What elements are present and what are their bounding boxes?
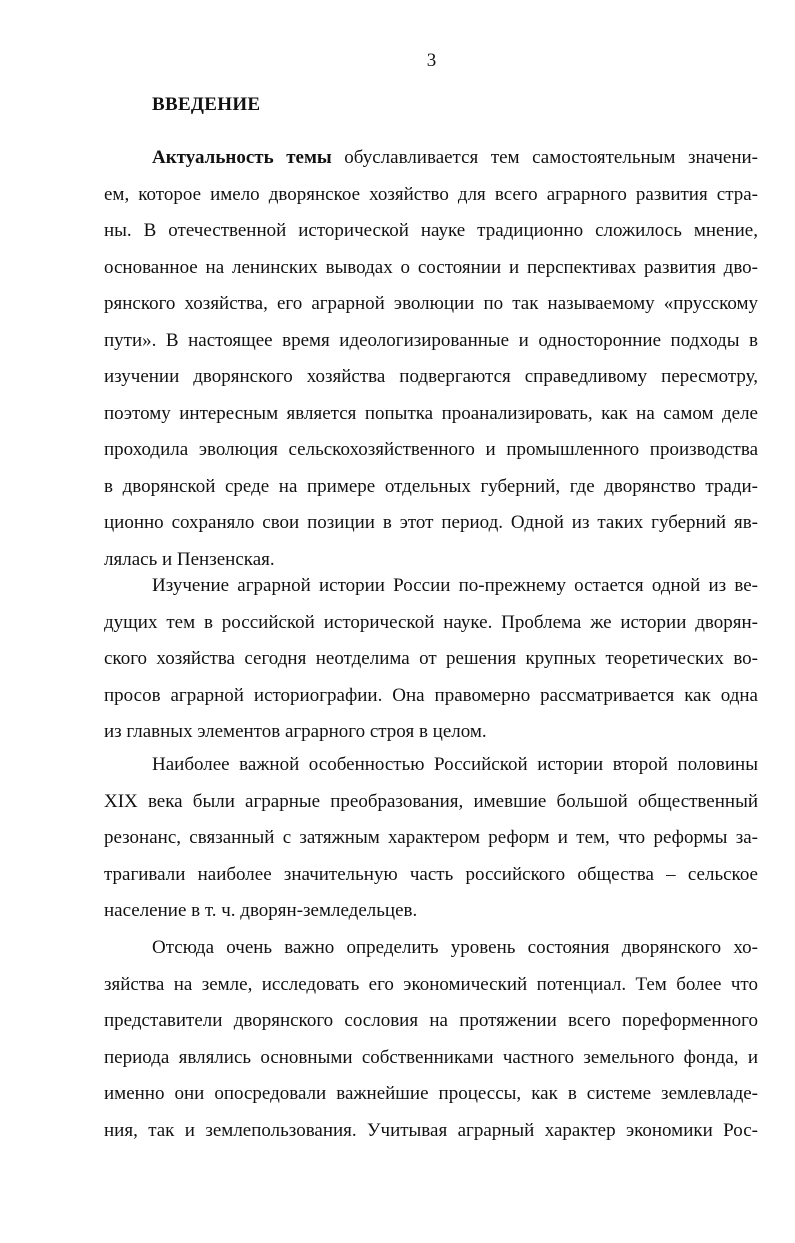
text-line: трагивали наиболее значительную часть российского общества – сельское: [104, 863, 758, 885]
text-line: пути». В настоящее время идеологизированные и односторонние подходы в: [104, 329, 758, 351]
paragraph-relevance: [104, 140, 758, 579]
page-number: 3: [426, 50, 437, 71]
text-line: из главных элементов аграрного строя в целом.: [104, 721, 487, 743]
text-line: представители дворянского сословия на протяжении всего пореформенного: [104, 1010, 758, 1032]
section-heading: ВВЕДЕНИЕ: [152, 94, 261, 115]
text-line: ны. В отечественной исторической науке традиционно сложилось мнение,: [104, 220, 758, 242]
text-line: население в т. ч. дворян-земледельцев.: [104, 900, 418, 922]
text-line: проходила эволюция сельскохозяйственного и промышленного производства: [104, 439, 758, 461]
text-line: зяйства на земле, исследовать его экономический потенциал. Тем более что: [104, 973, 758, 995]
text-line: ния, так и землепользования. Учитывая аграрный характер экономики Рос-: [104, 1119, 758, 1141]
text-line: изучении дворянского хозяйства подвергаются справедливому пересмотру,: [104, 366, 758, 388]
text-line: основанное на ленинских выводах о состоянии и перспективах развития дво-: [104, 256, 758, 278]
text-line: в дворянской среде на примере отдельных губерний, где дворянство тради-: [104, 475, 758, 497]
relevance-lead: Актуальность темы: [152, 147, 332, 168]
text-line: Отсюда очень важно определить уровень состояния дворянского хо-: [152, 937, 758, 958]
text-line: дущих тем в российской исторической науке. Проблема же истории дворян-: [104, 611, 758, 633]
text-line: рянского хозяйства, его аграрной эволюции по так называемому «прусскому: [104, 293, 758, 315]
text-line: лялась и Пензенская.: [104, 549, 275, 571]
text-line: просов аграрной историографии. Она правомерно рассматривается как одна: [104, 684, 758, 706]
text-line: ем, которое имело дворянское хозяйство для всего аграрного развития стра-: [104, 183, 758, 205]
text-line: ского хозяйства сегодня неотделима от решения крупных теоретических во-: [104, 648, 758, 670]
text-line: поэтому интересным является попытка проанализировать, как на самом деле: [104, 402, 758, 424]
text-line: периода являлись основными собственниками частного земельного фонда, и: [104, 1046, 758, 1068]
text-line: резонанс, связанный с затяжным характером реформ и тем, что реформы за-: [104, 827, 758, 849]
text-line: Изучение аграрной истории России по-прежнему остается одной из ве-: [152, 575, 758, 596]
text-line: ционно сохраняло свои позиции в этот период. Одной из таких губерний яв-: [104, 512, 758, 534]
text-line: Наиболее важной особенностью Российской истории второй половины: [152, 754, 758, 775]
paragraph-agrarian-history: [104, 568, 758, 751]
paragraph-estate-level: [104, 930, 758, 1149]
text-line: XIX века были аграрные преобразования, имевшие большой общественный: [104, 790, 758, 812]
text-line: именно они опосредовали важнейшие процессы, как в системе землевладе-: [104, 1083, 758, 1105]
text-line: Актуальность темы обуславливается тем самостоятельным значени-: [152, 147, 758, 168]
paragraph-reforms: [104, 747, 758, 930]
